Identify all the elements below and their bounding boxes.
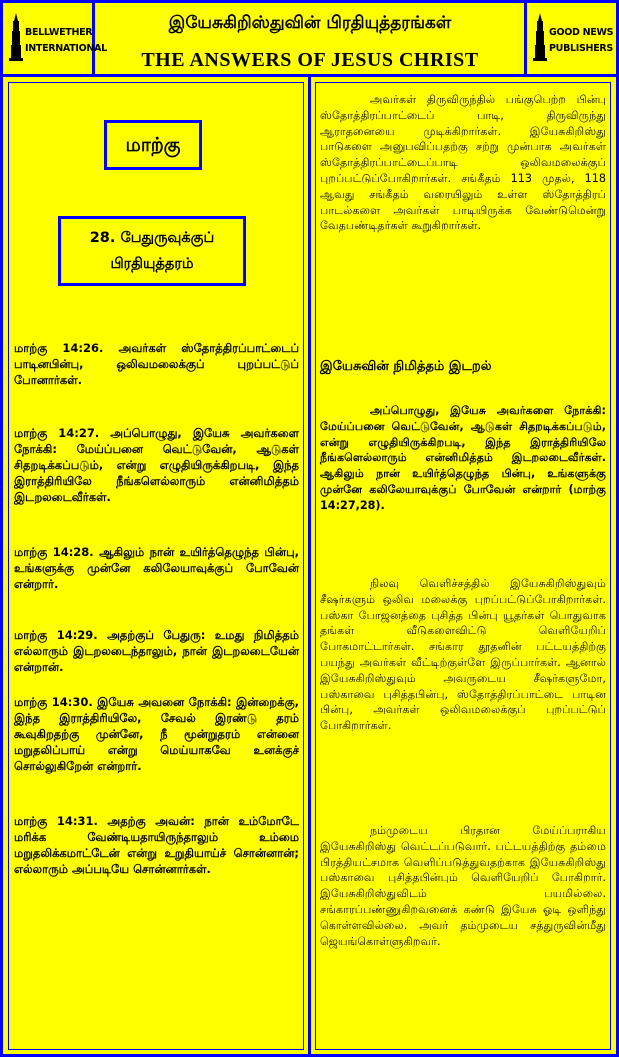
bellwether-logo xyxy=(9,13,107,63)
tower-icon xyxy=(9,13,23,61)
verse-14-29: மாற்கு 14:29. அதற்குப் பேதுரு: உமது நிமித்தம் எல்லாரும் இடறலடைந்தாலும், நான் இடறலடையேன் என்றான். xyxy=(14,628,299,674)
verse-14-30: மாற்கு 14:30. இயேசு அவனை நோக்கி: இன்றைக்கு, இந்த இராத்திரியிலே, சேவல் இரண்டு தரம் கூவுகிறதற்கு முன்னே, நீ மூன்றுதரம் என்னை மறுதலிப்பாய் என்று மெய்யாகவே உனக்குச் சொல்லுகிறேன் என்றார். xyxy=(14,695,299,773)
logo-left-line1: BELLWETHER xyxy=(25,27,93,38)
paragraph-1: அவர்கள் திருவிருந்தில் பங்குபெற்ற பின்பு ஸ்தோத்திரப்பாட்டைப் பாடி, திருவிருந்து ஆராதனையை முடிக்கிறார்கள். இயேசுகிறிஸ்து பாடுகளை அனுபவிப்பதற்கு சற்று முன்பாக அவர்கள் ஸ்தோத்திரப்பாட்டைப்பாடி ஒலிவமலைக்குப் புறப்பட்டுப்போகிறார்கள். சங்கீதம் 113 முதல், 118 ஆவது சங்கீதம் வரையிலும் உள்ள ஸ்தோத்திரப் பாடல்களை அவர்கள் பாடியிருக்க வேண்டுமென்று வேதபண்டிதர்கள் கூறுகிறார்கள். xyxy=(320,93,606,233)
tower-icon xyxy=(533,13,547,61)
verse-14-31: மாற்கு 14:31. அதற்கு அவன்: நான் உம்மோடே மரிக்க வேண்டியதாயிருந்தாலும் உம்மை மறுதலிக்கமாட்டேன் என்று உறுதியாய்ச் சொன்னான்; எல்லாரும் அப்படியே சொன்னார்கள். xyxy=(14,814,299,876)
book-title-box: மாற்கு xyxy=(104,120,202,170)
publisher-logo-right xyxy=(524,3,616,74)
logo-right-line1: GOOD NEWS xyxy=(549,27,614,38)
title-english: THE ANSWERS OF JESUS CHRIST xyxy=(141,49,479,71)
scripture-quote: அப்பொழுது, இயேசு அவர்களை நோக்கி: மேய்ப்பனை வெட்டுவேன், ஆடுகள் சிதறடிக்கப்படும், என்று எழுதியிருக்கிறபடி, இந்த இராத்திரியிலே நீங்களெல்லாரும் என்னிமித்தம் இடறலடைவீர்கள். ஆகிலும் நான் உயிர்த்தெழுந்த பின்பு, உங்களுக்கு முன்னே கலிலேயாவுக்குப் போவேன் என்றார் (மாற்கு 14:27,28). xyxy=(320,404,606,512)
paragraph-3: நம்முடைய பிரதான மேய்ப்பராகிய இயேசுகிறிஸ்து வெட்டப்படுவார். பட்டயத்திற்கு தம்மை பிரத்தியட்சமாக வெளிப்படுத்துவதற்காக இயேசுகிறிஸ்து பஸ்காவை புசித்தபின்பும் வெளியேறிப் போகிறார். இயேசுகிறிஸ்துவிடம் பயமில்லை. சங்காரப்பண்ணுகிறவனைக் கண்டு இயேசு ஓடி ஒளிந்து கொள்ளவில்லை. அவர் தம்முடைய சத்துருவின்மீது ஜெயங்கொள்ளுகிறவர். xyxy=(320,824,606,948)
paragraph-2: நிலவு வெளிச்சத்தில் இயேசுகிறிஸ்துவும் சீஷர்களும் ஒலிவ மலைக்கு புறப்பட்டுப்போகிறார்கள். பஸ்கா போஜனத்தை புசித்த பின்பு யூதர்கள் பொதுவாக தங்கள் வீடுகளைவிட்டு வெளியேறிப் போகமாட்டார்கள். சங்கார தூதனின் பட்டயத்திற்கு பயந்து அவர்கள் வீட்டிற்குள்ளே இருப்பார்கள். ஆனால் இயேசுகிறிஸ்துவும் அவருடைய சீஷர்களுமோ, பஸ்காவை புசித்தபின்பு, ஸ்தோத்திரப்பாட்டை பாடின பின்பு, அவர்கள் ஒலிவமலைக்குப் புறப்பட்டுப் போகிறார்கள். xyxy=(320,577,606,733)
chapter-title-line1: 28. பேதுருவுக்குப் xyxy=(89,230,215,246)
section-heading: இயேசுவின் நிமித்தம் இடறல் xyxy=(320,359,492,374)
column-divider xyxy=(308,77,311,1054)
header xyxy=(3,3,616,77)
logo-right-line2: PUBLISHERS xyxy=(549,43,613,54)
verse-14-26: மாற்கு 14:26. அவர்கள் ஸ்தோத்திரப்பாட்டைப் பாடினபின்பு, ஒலிவமலைக்குப் புறப்பட்டுப் போனார்கள். xyxy=(14,341,299,387)
verse-14-28: மாற்கு 14:28. ஆகிலும் நான் உயிர்த்தெழுந்த பின்பு, உங்களுக்கு முன்னே கலிலேயாவுக்குப் போவேன் என்றார். xyxy=(14,545,299,591)
chapter-title-box xyxy=(58,216,246,286)
verse-14-27: மாற்கு 14:27. அப்பொழுது, இயேசு அவர்களை நோக்கி: மேய்ப்பனை வெட்டுவேன், ஆடுகள் சிதறடிக்கப்படும், என்று எழுதியிருக்கிறபடி, இந்த இராத்திரியிலே நீங்களெல்லாரும் என்னிமித்தம் இடறலடைவீர்கள். xyxy=(14,426,299,504)
chapter-title-line2: பிரதியுத்தரம் xyxy=(110,256,194,272)
logo-left-line2: INTERNATIONAL xyxy=(25,43,107,54)
good-news-logo xyxy=(533,13,615,63)
title-tamil: இயேசுகிறிஸ்துவின் பிரதியுத்தரங்கள் xyxy=(168,13,452,33)
publisher-logo-left xyxy=(3,3,107,74)
